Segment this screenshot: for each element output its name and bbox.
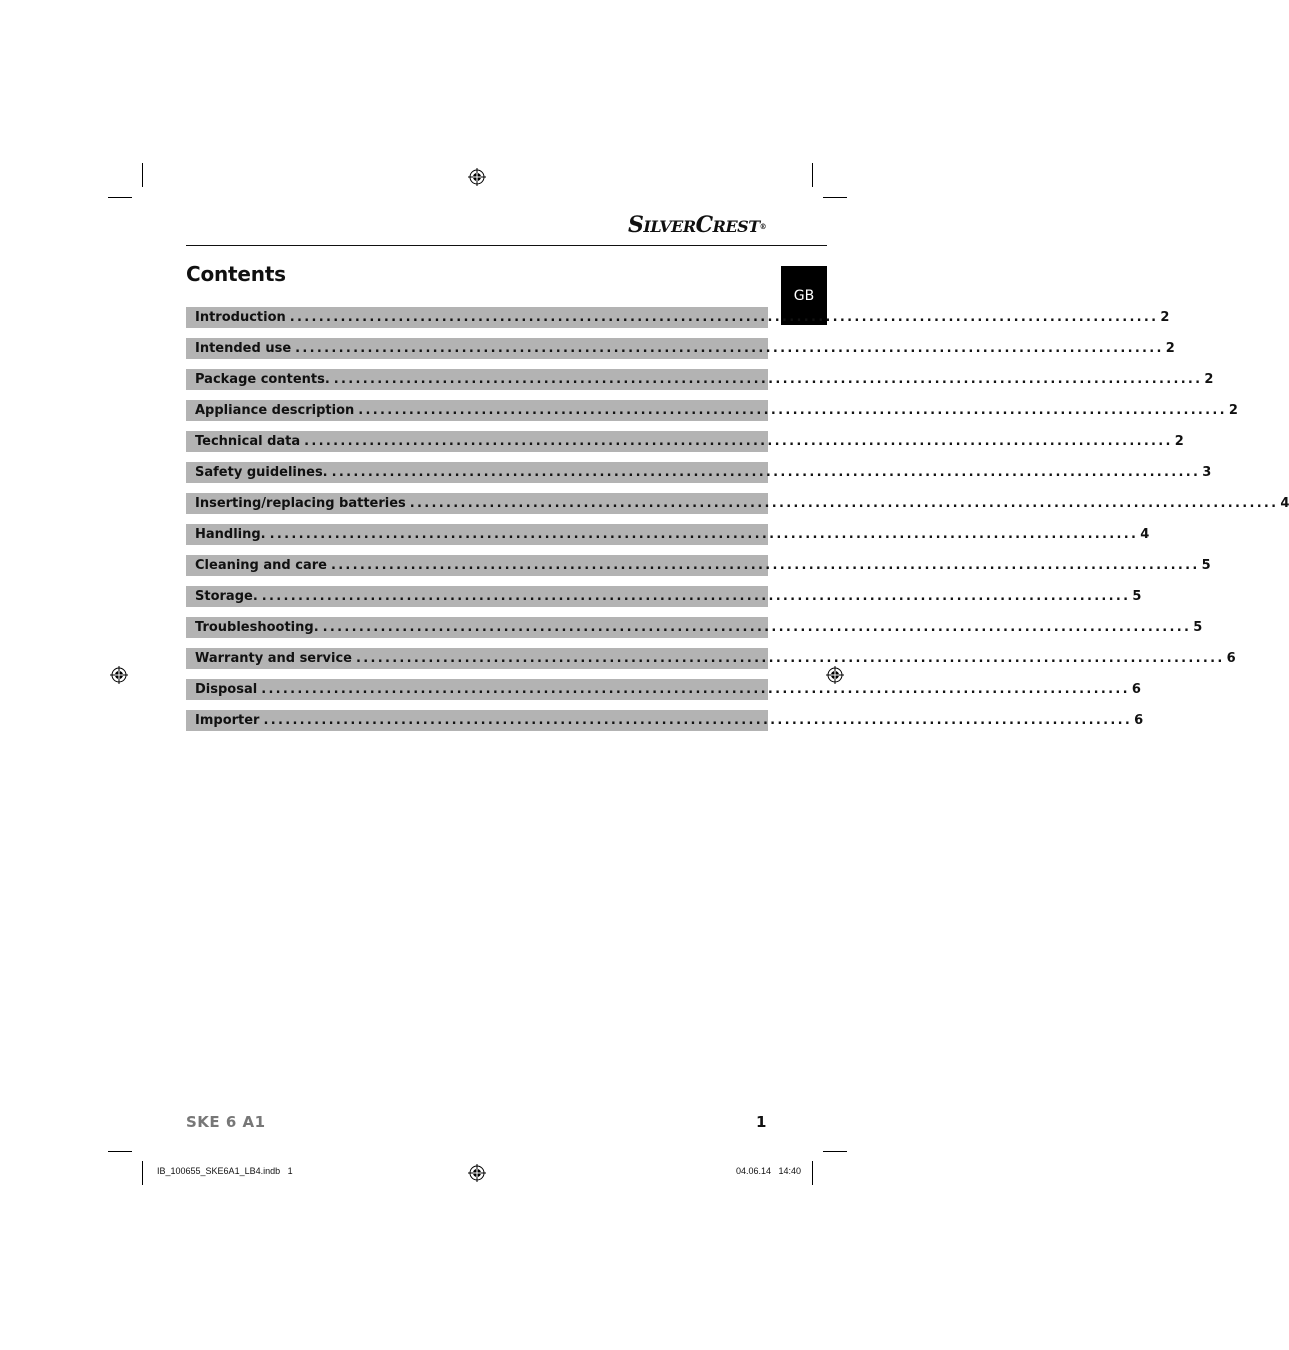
toc-entry[interactable] bbox=[186, 555, 1211, 576]
language-tab: GB bbox=[781, 266, 827, 325]
toc-entry-page: 6 bbox=[1226, 651, 1236, 666]
toc-entry[interactable] bbox=[186, 307, 1170, 328]
toc-entry[interactable] bbox=[186, 617, 1203, 638]
toc-entry-label: Disposal bbox=[195, 682, 258, 697]
crop-mark bbox=[812, 1161, 813, 1185]
toc-entry-page: 6 bbox=[1131, 682, 1141, 697]
logo-initial: S bbox=[628, 212, 644, 238]
table-of-contents bbox=[186, 307, 1289, 741]
toc-entry-label: Appliance description bbox=[195, 403, 355, 418]
model-number: SKE 6 A1 bbox=[186, 1113, 266, 1131]
page-number: 1 bbox=[756, 1113, 767, 1131]
toc-entry[interactable] bbox=[186, 679, 1141, 700]
toc-entry-page: 3 bbox=[1202, 465, 1212, 480]
toc-leader: ........................................................................................................................ bbox=[261, 589, 1131, 604]
crop-mark bbox=[812, 163, 813, 187]
toc-entry-label: Storage. bbox=[195, 589, 258, 604]
toc-entry[interactable] bbox=[186, 586, 1142, 607]
toc-entry[interactable] bbox=[186, 338, 1175, 359]
toc-entry-label: Inserting/replacing batteries bbox=[195, 496, 406, 511]
toc-entry-page: 4 bbox=[1140, 527, 1150, 542]
toc-entry-page: 5 bbox=[1201, 558, 1211, 573]
toc-leader: ........................................................................................................................ bbox=[330, 558, 1200, 573]
toc-entry-label: Warranty and service bbox=[195, 651, 352, 666]
toc-entry[interactable] bbox=[186, 369, 1214, 390]
toc-entry[interactable] bbox=[186, 648, 1236, 669]
header-rule bbox=[186, 245, 827, 246]
print-slug-datetime: 04.06.14 14:40 bbox=[736, 1166, 802, 1176]
crop-mark bbox=[108, 1151, 132, 1152]
toc-entry-label: Cleaning and care bbox=[195, 558, 327, 573]
toc-entry[interactable] bbox=[186, 431, 1184, 452]
toc-leader: ........................................................................................................................ bbox=[409, 496, 1279, 511]
toc-entry-page: 2 bbox=[1174, 434, 1184, 449]
toc-entry[interactable] bbox=[186, 400, 1238, 421]
toc-entry-page: 2 bbox=[1165, 341, 1175, 356]
crop-mark bbox=[142, 1161, 143, 1185]
toc-leader: ........................................................................................................................ bbox=[295, 341, 1164, 356]
toc-entry-label: Importer bbox=[195, 713, 260, 728]
toc-leader: ........................................................................................................................ bbox=[358, 403, 1227, 418]
registered-mark: ® bbox=[759, 222, 767, 231]
toc-entry-label: Intended use bbox=[195, 341, 292, 356]
logo-text: ILVER bbox=[643, 217, 696, 236]
logo-initial: C bbox=[695, 212, 713, 238]
page-title: Contents bbox=[186, 262, 286, 286]
toc-leader: ........................................................................................................................ bbox=[356, 651, 1225, 666]
toc-entry-label: Introduction bbox=[195, 310, 286, 325]
toc-entry-page: 2 bbox=[1160, 310, 1170, 325]
crop-mark bbox=[823, 1151, 847, 1152]
logo-text: REST bbox=[712, 217, 760, 236]
toc-leader: ........................................................................................................................ bbox=[304, 434, 1173, 449]
crop-mark bbox=[142, 163, 143, 187]
toc-leader: ........................................................................................................................ bbox=[263, 713, 1133, 728]
toc-entry[interactable] bbox=[186, 710, 1144, 731]
toc-leader: ........................................................................................................................ bbox=[289, 310, 1159, 325]
toc-leader: ........................................................................................................................ bbox=[322, 620, 1192, 635]
toc-leader: ........................................................................................................................ bbox=[333, 372, 1203, 387]
toc-entry-page: 4 bbox=[1280, 496, 1289, 511]
toc-entry-page: 5 bbox=[1132, 589, 1142, 604]
registration-mark-icon bbox=[468, 168, 486, 186]
silvercrest-logo bbox=[628, 211, 770, 239]
toc-entry-label: Technical data bbox=[195, 434, 301, 449]
toc-entry-label: Troubleshooting. bbox=[195, 620, 319, 635]
toc-leader: ........................................................................................................................ bbox=[269, 527, 1139, 542]
crop-mark bbox=[823, 197, 847, 198]
toc-entry-label: Package contents. bbox=[195, 372, 330, 387]
toc-leader: ........................................................................................................................ bbox=[331, 465, 1201, 480]
toc-entry-page: 2 bbox=[1228, 403, 1238, 418]
toc-entry[interactable] bbox=[186, 462, 1212, 483]
registration-mark-icon bbox=[110, 666, 128, 684]
toc-entry-label: Safety guidelines. bbox=[195, 465, 328, 480]
crop-mark bbox=[108, 197, 132, 198]
toc-entry[interactable] bbox=[186, 493, 1289, 514]
toc-entry-label: Handling. bbox=[195, 527, 266, 542]
registration-mark-icon bbox=[468, 1164, 486, 1182]
print-slug-file: IB_100655_SKE6A1_LB4.indb 1 bbox=[157, 1166, 293, 1176]
toc-leader: ........................................................................................................................ bbox=[261, 682, 1130, 697]
toc-entry[interactable] bbox=[186, 524, 1150, 545]
toc-entry-page: 6 bbox=[1134, 713, 1144, 728]
toc-entry-page: 2 bbox=[1204, 372, 1214, 387]
toc-entry-page: 5 bbox=[1193, 620, 1203, 635]
